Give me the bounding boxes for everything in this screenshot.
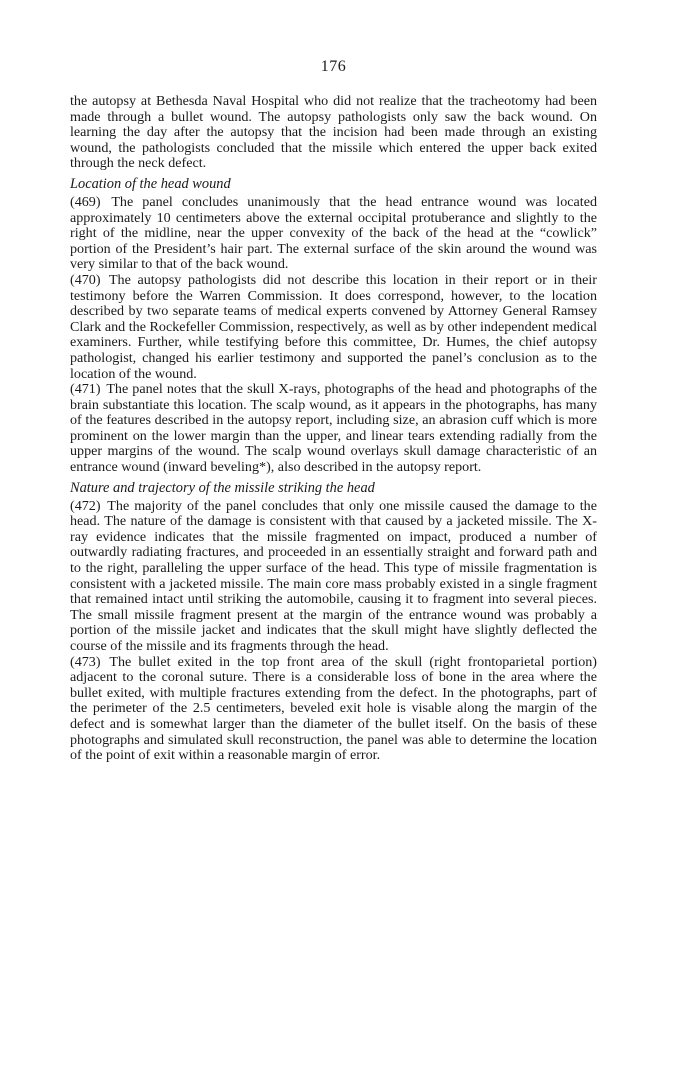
- page-number: 176: [320, 58, 347, 75]
- paragraph-number: (470): [70, 271, 101, 288]
- document-page: [70, 58, 597, 764]
- paragraph-text: The panel notes that the skull X-rays, photographs of the head and photographs of the brain substantiate this location. The scalp wound, as it appears in the photographs, has many of the features described in the autopsy report, including size, an abrasion cuff which is more prominent on the lower margin than the upper, and linear tears extending radially from the upper margins of the wound. The scalp wound overlays skull damage characteristic of an entrance wound (inward beveling*), also described in the autopsy report.: [70, 381, 597, 476]
- paragraph-text: The bullet exited in the top front area of the skull (right frontoparietal portion) adjacent to the coronal suture. There is a considerable loss of bone in the area where the bullet exited, with multiple fractures extending from the defect. In the photographs, part of the perimeter of the 2.5 centimeters, beveled exit hole is visable along the margin of the defect and is somewhat larger than the diameter of the bullet itself. On the basis of these photographs and simulated skull reconstruction, the panel was able to determine the location of the point of exit within a reasonable margin of error.: [70, 653, 597, 764]
- paragraph-471: [70, 382, 597, 476]
- paragraph-472: [70, 499, 597, 655]
- paragraph-number: (472): [70, 497, 101, 514]
- section-heading-missile-trajectory: Nature and trajectory of the missile striking the head: [70, 479, 375, 496]
- paragraph-text: the autopsy at Bethesda Naval Hospital who did not realize that the tracheotomy had been made through a bullet wound. The autopsy pathologists only saw the back wound. On learning the day after the autopsy that the incision had been made through an existing wound, the pathologists concluded that the missile which entered the upper back exited through the neck defect.: [70, 93, 597, 172]
- paragraph-continued: [70, 94, 597, 172]
- section-heading-head-wound-location: Location of the head wound: [70, 175, 231, 192]
- paragraph-470: [70, 273, 597, 382]
- paragraph-469: [70, 195, 597, 273]
- paragraph-473: [70, 655, 597, 764]
- paragraph-number: (471): [70, 381, 101, 398]
- paragraph-text: The majority of the panel concludes that only one missile caused the damage to the head. The nature of the damage is consistent with that caused by a jacketed missile. The X-ray evidence indicates that the missile fragmented on impact, produced a number of outwardly radiating fractures, and proceeded in an essentially straight and forward path and to the right, paralleling the upper surface of the head. This type of missile fragmentation is consistent with a jacketed missile. The main core mass probably existed in a single fragment that remained intact until striking the automobile, causing it to fragment into several pieces. The small missile fragment present at the margin of the entrance wound was probably a portion of the missile jacket and indicates that the skull might have slightly deflected the course of the missile and its fragments through the head.: [70, 497, 597, 654]
- paragraph-text: The panel concludes unanimously that the head entrance wound was located approximately 10 centimeters above the external occipital protuberance and slightly to the right of the midline, near the upper convexity of the back of the head at the “cowlick” portion of the President’s hair part. The external surface of the skin around the wound was very similar to that of the back wound.: [70, 193, 597, 273]
- paragraph-text: The autopsy pathologists did not describe this location in their report or in their testimony before the Warren Commission. It does correspond, however, to the location described by two separate teams of medical experts convened by Attorney General Ramsey Clark and the Rockefeller Commission, respectively, as well as by other independent medical examiners. Further, while testifying before this committee, Dr. Humes, the chief autopsy pathologist, changed his earlier testimony and supported the panel’s conclusion as to the location of the wound.: [70, 271, 597, 382]
- paragraph-number: (473): [70, 653, 101, 670]
- paragraph-number: (469): [70, 193, 101, 210]
